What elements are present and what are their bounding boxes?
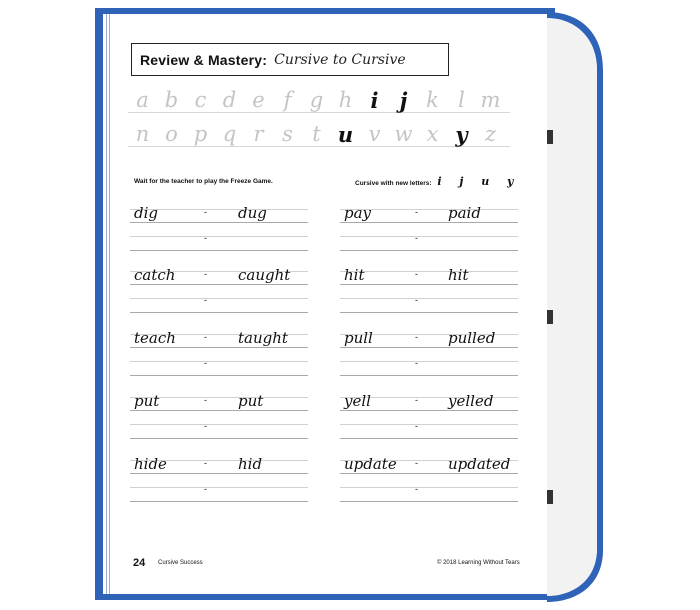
writing-line xyxy=(130,487,308,488)
writing-line xyxy=(130,222,308,223)
writing-line xyxy=(340,347,518,348)
separator-dash: - xyxy=(204,358,207,368)
writing-line xyxy=(340,438,518,439)
writing-line xyxy=(130,375,308,376)
word-pair xyxy=(340,204,518,254)
word-original: catch xyxy=(134,266,176,284)
separator-dash: - xyxy=(204,207,207,217)
word-original: hide xyxy=(134,455,167,473)
word-pair xyxy=(340,392,518,442)
writing-line xyxy=(130,501,308,502)
word-original: update xyxy=(344,455,397,473)
writing-line xyxy=(340,424,518,425)
alphabet-letter: e xyxy=(252,88,265,112)
alphabet-letter: p xyxy=(193,122,208,146)
writing-line xyxy=(130,424,308,425)
word-changed: dug xyxy=(238,204,267,222)
writing-line xyxy=(130,473,308,474)
separator-dash: - xyxy=(204,458,207,468)
writing-line xyxy=(130,438,308,439)
writing-line xyxy=(340,298,518,299)
alphabet-letter: z xyxy=(484,122,497,146)
writing-line xyxy=(130,347,308,348)
separator-dash: - xyxy=(204,395,207,405)
alphabet-letter: k xyxy=(426,88,439,112)
separator-dash: - xyxy=(415,295,418,305)
writing-line xyxy=(340,375,518,376)
word-pair xyxy=(340,329,518,379)
alphabet-letter: d xyxy=(222,88,237,112)
word-changed: pulled xyxy=(448,329,496,347)
writing-line xyxy=(340,236,518,237)
separator-dash: - xyxy=(415,395,418,405)
book-spine xyxy=(547,10,605,604)
writing-line xyxy=(130,410,308,411)
title-box xyxy=(131,43,449,76)
new-letters: i j u y xyxy=(437,175,521,188)
page-edge-rule xyxy=(109,14,110,594)
word-pair xyxy=(130,455,308,505)
writing-line xyxy=(130,284,308,285)
separator-dash: - xyxy=(415,332,418,342)
writing-line xyxy=(340,473,518,474)
word-pair xyxy=(130,329,308,379)
word-pair xyxy=(130,392,308,442)
word-changed: put xyxy=(238,392,264,410)
instruction-left: Wait for the teacher to play the Freeze Game. xyxy=(134,178,273,185)
word-original: hit xyxy=(344,266,365,284)
writing-line xyxy=(130,250,308,251)
word-changed: hid xyxy=(238,455,263,473)
alphabet-letter: u xyxy=(337,122,354,147)
alphabet-letter: f xyxy=(283,88,292,112)
writing-line xyxy=(340,487,518,488)
alphabet-letter: c xyxy=(194,88,207,112)
alphabet-letter: t xyxy=(312,122,321,146)
separator-dash: - xyxy=(204,295,207,305)
alphabet-letter: r xyxy=(253,122,264,146)
alphabet-letter: w xyxy=(394,122,413,146)
writing-line xyxy=(340,312,518,313)
instruction-right xyxy=(355,175,520,188)
separator-dash: - xyxy=(415,269,418,279)
word-pair xyxy=(340,266,518,316)
word-original: pull xyxy=(344,329,373,347)
alphabet-letter: o xyxy=(165,122,178,146)
writing-line xyxy=(130,236,308,237)
alphabet-letter: y xyxy=(455,122,468,147)
separator-dash: - xyxy=(415,358,418,368)
word-original: teach xyxy=(134,329,176,347)
separator-dash: - xyxy=(415,458,418,468)
alphabet-letter: j xyxy=(399,88,408,113)
separator-dash: - xyxy=(415,421,418,431)
alphabet-letter: h xyxy=(338,88,353,112)
word-original: yell xyxy=(344,392,371,410)
alphabet-row-1 xyxy=(128,88,505,113)
word-pair xyxy=(130,266,308,316)
separator-dash: - xyxy=(204,421,207,431)
writing-line xyxy=(340,410,518,411)
word-changed: paid xyxy=(448,204,481,222)
writing-line xyxy=(130,361,308,362)
word-changed: updated xyxy=(448,455,511,473)
page-edge-rule xyxy=(106,14,107,594)
alphabet-letter: n xyxy=(135,122,150,146)
writing-line xyxy=(340,222,518,223)
alphabet-letter: a xyxy=(136,88,149,112)
separator-dash: - xyxy=(204,269,207,279)
title-script: Cursive to Cursive xyxy=(274,51,406,68)
writing-line xyxy=(340,271,518,272)
alphabet-letter: g xyxy=(309,88,324,112)
book-name: Cursive Success xyxy=(158,560,203,566)
alphabet-letter: m xyxy=(480,88,501,112)
alphabet-row-2 xyxy=(128,122,505,147)
separator-dash: - xyxy=(204,484,207,494)
alphabet-letter: l xyxy=(458,88,465,112)
alphabet-letter: x xyxy=(426,122,439,146)
title-label: Review & Mastery: xyxy=(140,51,268,68)
word-pair xyxy=(130,204,308,254)
writing-line xyxy=(130,298,308,299)
writing-line xyxy=(340,501,518,502)
writing-line xyxy=(130,312,308,313)
word-changed: caught xyxy=(238,266,291,284)
word-changed: hit xyxy=(448,266,469,284)
page-number: 24 xyxy=(133,557,146,569)
word-changed: yelled xyxy=(448,392,494,410)
separator-dash: - xyxy=(415,233,418,243)
writing-line xyxy=(340,361,518,362)
writing-line xyxy=(340,284,518,285)
writing-line xyxy=(340,250,518,251)
word-original: dig xyxy=(134,204,159,222)
word-original: put xyxy=(134,392,160,410)
separator-dash: - xyxy=(415,484,418,494)
alphabet-letter: s xyxy=(282,122,293,146)
separator-dash: - xyxy=(204,233,207,243)
separator-dash: - xyxy=(415,207,418,217)
alphabet-letter: v xyxy=(368,122,381,146)
word-changed: taught xyxy=(238,329,288,347)
separator-dash: - xyxy=(204,332,207,342)
alphabet-letter: b xyxy=(164,88,179,112)
word-original: pay xyxy=(344,204,372,222)
alphabet-letter: i xyxy=(370,88,379,113)
word-pair xyxy=(340,455,518,505)
copyright: © 2018 Learning Without Tears xyxy=(437,560,520,566)
instruction-right-text: Cursive with new letters: xyxy=(355,180,432,187)
alphabet-letter: q xyxy=(222,122,237,146)
